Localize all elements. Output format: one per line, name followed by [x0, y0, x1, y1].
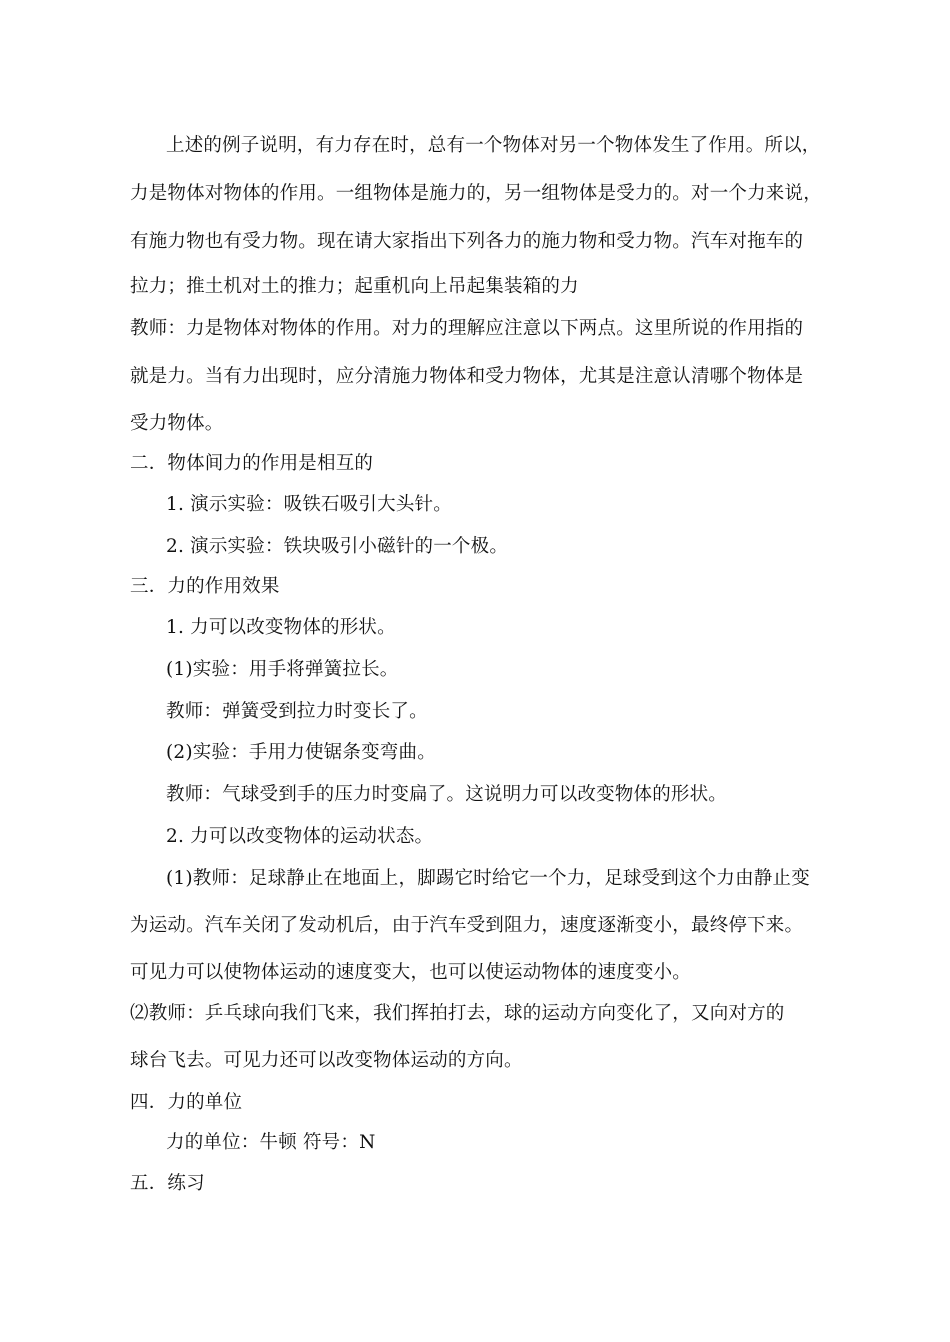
section-heading: 四．力的单位 [130, 1092, 243, 1113]
subheading: 2. 力可以改变物体的运动状态。 [166, 826, 434, 847]
list-item: 1. 演示实验：吸铁石吸引大头针。 [166, 494, 452, 515]
section-heading: 二．物体间力的作用是相互的 [130, 453, 374, 474]
paragraph-line: 有施力物也有受力物。现在请大家指出下列各力的施力物和受力物。汽车对拖车的 [130, 231, 804, 252]
paragraph-line: 受力物体。 [130, 413, 224, 434]
paragraph-line: 拉力；推土机对土的推力；起重机向上吊起集装箱的力 [130, 276, 579, 297]
paragraph-line: (1)教师：足球静止在地面上，脚踢它时给它一个力，足球受到这个力由静止变 [166, 868, 810, 889]
section-heading: 三．力的作用效果 [130, 576, 280, 597]
section-heading: 五．练习 [130, 1173, 205, 1194]
list-item: 2. 演示实验：铁块吸引小磁针的一个极。 [166, 536, 509, 557]
paragraph-line: 为运动。汽车关闭了发动机后，由于汽车受到阻力，速度逐渐变小，最终停下来。 [130, 915, 804, 936]
subheading: 1. 力可以改变物体的形状。 [166, 617, 396, 638]
paragraph-line: ⑵教师：乒乓球向我们飞来，我们挥拍打去，球的运动方向变化了，又向对方的 [130, 1003, 785, 1024]
paragraph-line: 教师：力是物体对物体的作用。对力的理解应注意以下两点。这里所说的作用指的 [130, 318, 804, 339]
paragraph-line: 教师：弹簧受到拉力时变长了。 [166, 701, 428, 722]
paragraph-line: 力是物体对物体的作用。一组物体是施力的，另一组物体是受力的。对一个力来说， [130, 183, 822, 204]
paragraph-line: 球台飞去。可见力还可以改变物体运动的方向。 [130, 1050, 523, 1071]
paragraph-line: 力的单位：牛顿 符号：N [166, 1132, 376, 1153]
paragraph-line: 教师：气球受到手的压力时变扁了。这说明力可以改变物体的形状。 [166, 784, 728, 805]
paragraph-line: 上述的例子说明，有力存在时，总有一个物体对另一个物体发生了作用。所以， [166, 135, 821, 156]
paragraph-line: 就是力。当有力出现时，应分清施力物体和受力物体，尤其是注意认清哪个物体是 [130, 366, 804, 387]
paragraph-line: 可见力可以使物体运动的速度变大，也可以使运动物体的速度变小。 [130, 962, 692, 983]
paragraph-line: (2)实验：手用力使锯条变弯曲。 [166, 742, 436, 763]
paragraph-line: (1)实验：用手将弹簧拉长。 [166, 659, 399, 680]
